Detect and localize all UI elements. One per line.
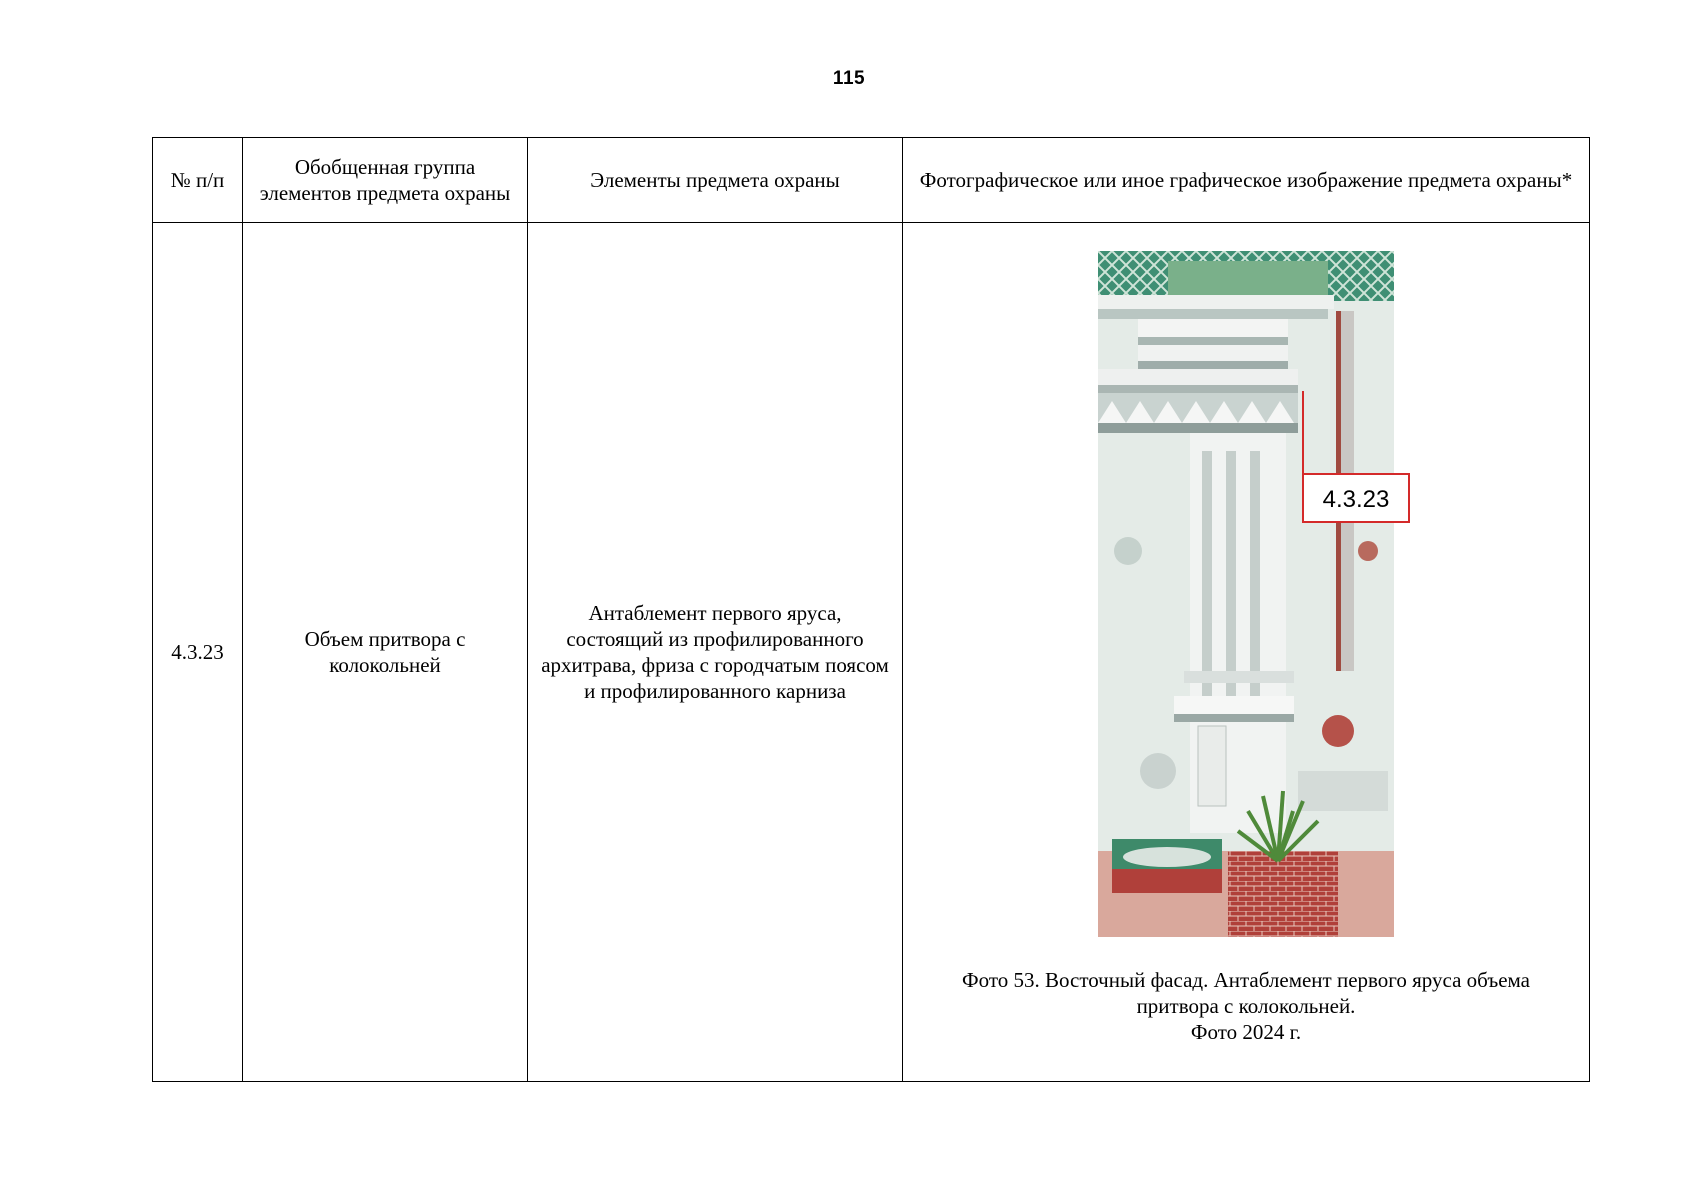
- protection-table: [152, 137, 1590, 1082]
- caption-line: притвора с колокольней.: [1136, 994, 1356, 1018]
- cell-number: 4.3.23: [153, 223, 243, 1082]
- header-number: № п/п: [153, 138, 243, 223]
- header-group: Обобщенная группа элементов предмета охраны: [243, 138, 528, 223]
- photo-caption: [913, 967, 1579, 1045]
- facade-photo: [1098, 251, 1394, 937]
- header-photo: Фотографическое или иное графическое изображение предмета охраны*: [903, 138, 1590, 223]
- facade-photo-image: [1098, 251, 1394, 937]
- cell-photo: [903, 223, 1590, 1082]
- cell-elements: Антаблемент первого яруса, состоящий из профилированного архитрава, фриза с городчатым поясом и профилированного карниза: [528, 223, 903, 1082]
- table-row: [153, 223, 1590, 1082]
- cell-group: Объем притвора с колокольней: [243, 223, 528, 1082]
- table-header-row: [153, 138, 1590, 223]
- page-number: 115: [832, 68, 866, 89]
- header-elements: Элементы предмета охраны: [528, 138, 903, 223]
- element-callout-label: 4.3.23: [1302, 473, 1410, 523]
- caption-line: Фото 53. Восточный фасад. Антаблемент первого яруса объема: [962, 968, 1530, 992]
- caption-line: Фото 2024 г.: [1190, 1020, 1302, 1044]
